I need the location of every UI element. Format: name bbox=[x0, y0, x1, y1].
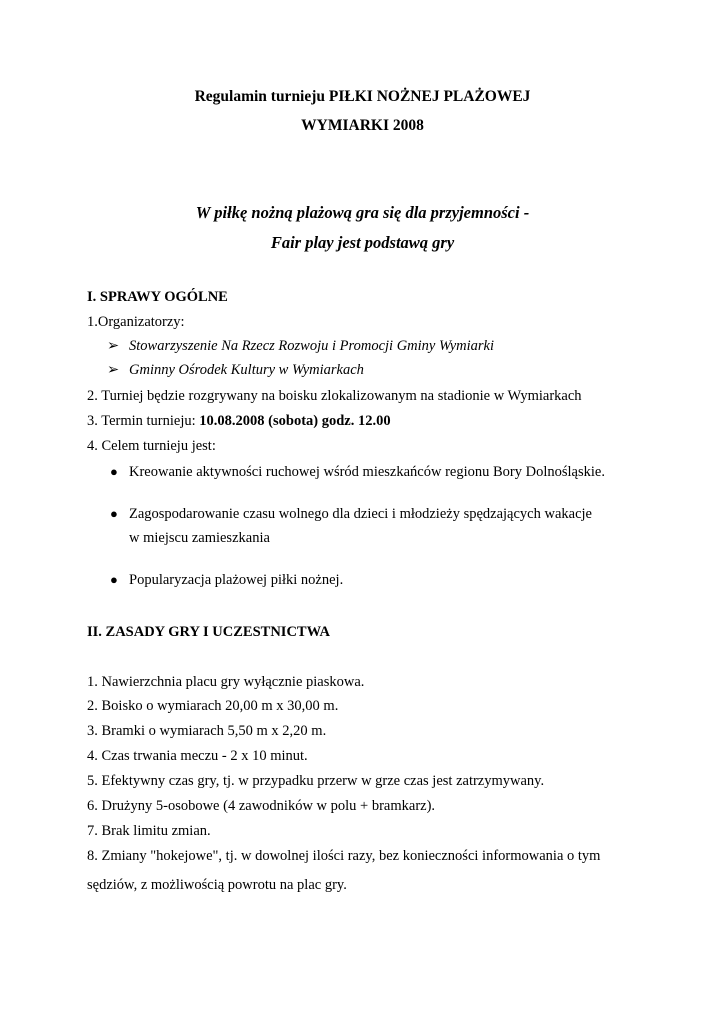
goal-text-continuation: w miejscu zamieszkania bbox=[129, 530, 270, 546]
motto-line2: Fair play jest podstawą gry bbox=[270, 233, 455, 252]
rule-item: 5. Efektywny czas gry, tj. w przypadku przerw w grze czas jest zatrzymywany. bbox=[87, 773, 545, 789]
document-title-line1: Regulamin turnieju PIŁKI NOŻNEJ PLAŻOWEJ bbox=[194, 88, 531, 105]
bullet-icon: ● bbox=[110, 572, 118, 587]
rule-item: 1. Nawierzchnia placu gry wyłącznie piaskowa. bbox=[87, 674, 365, 690]
goal-item bbox=[110, 572, 343, 589]
goal-item bbox=[110, 464, 605, 481]
section-heading-rules: II. ZASADY GRY I UCZESTNICTWA bbox=[87, 624, 330, 640]
bullet-icon: ● bbox=[110, 464, 118, 479]
goal-item bbox=[110, 506, 592, 523]
arrow-bullet-icon: ➢ bbox=[107, 362, 120, 378]
organizer-item bbox=[107, 338, 494, 355]
section-heading-general: I. SPRAWY OGÓLNE bbox=[87, 289, 228, 305]
organizer-label: Stowarzyszenie Na Rzecz Rozwoju i Promocji Gminy Wymiarki bbox=[129, 338, 495, 354]
goal-text: Kreowanie aktywności ruchowej wśród mieszkańców regionu Bory Dolnośląskie. bbox=[129, 464, 605, 480]
rule-item: 4. Czas trwania meczu - 2 x 10 minut. bbox=[87, 748, 308, 764]
rule-item: 3. Bramki o wymiarach 5,50 m x 2,20 m. bbox=[87, 723, 327, 739]
document-title-line2: WYMIARKI 2008 bbox=[301, 117, 424, 134]
rule-item: 6. Drużyny 5-osobowe (4 zawodników w polu + bramkarz). bbox=[87, 798, 436, 814]
general-item-2: 2. Turniej będzie rozgrywany na boisku zlokalizowanym na stadionie w Wymiarkach bbox=[87, 388, 582, 404]
organizer-item bbox=[107, 362, 364, 379]
goal-text: Zagospodarowanie czasu wolnego dla dzieci i młodzieży spędzających wakacje bbox=[129, 506, 592, 522]
general-item-4: 4. Celem turnieju jest: bbox=[87, 438, 216, 454]
arrow-bullet-icon: ➢ bbox=[107, 338, 120, 354]
bullet-icon: ● bbox=[110, 506, 118, 521]
date-value: 10.08.2008 (sobota) godz. 12.00 bbox=[199, 413, 391, 429]
organizer-label: Gminny Ośrodek Kultury w Wymiarkach bbox=[129, 362, 364, 378]
organizers-label: 1.Organizatorzy: bbox=[87, 314, 185, 330]
general-item-3 bbox=[87, 413, 391, 430]
date-label: 3. Termin turnieju: bbox=[87, 413, 200, 429]
rule-item: 2. Boisko o wymiarach 20,00 m x 30,00 m. bbox=[87, 698, 339, 714]
rule-item-continuation: sędziów, z możliwością powrotu na plac gry. bbox=[87, 877, 347, 893]
rule-item: 7. Brak limitu zmian. bbox=[87, 823, 211, 839]
motto-line1: W piłkę nożną plażową gra się dla przyjemności - bbox=[195, 203, 530, 222]
goal-text: Popularyzacja plażowej piłki nożnej. bbox=[129, 572, 344, 588]
rule-item: 8. Zmiany "hokejowe", tj. w dowolnej ilości razy, bez konieczności informowania o tym bbox=[87, 848, 601, 864]
